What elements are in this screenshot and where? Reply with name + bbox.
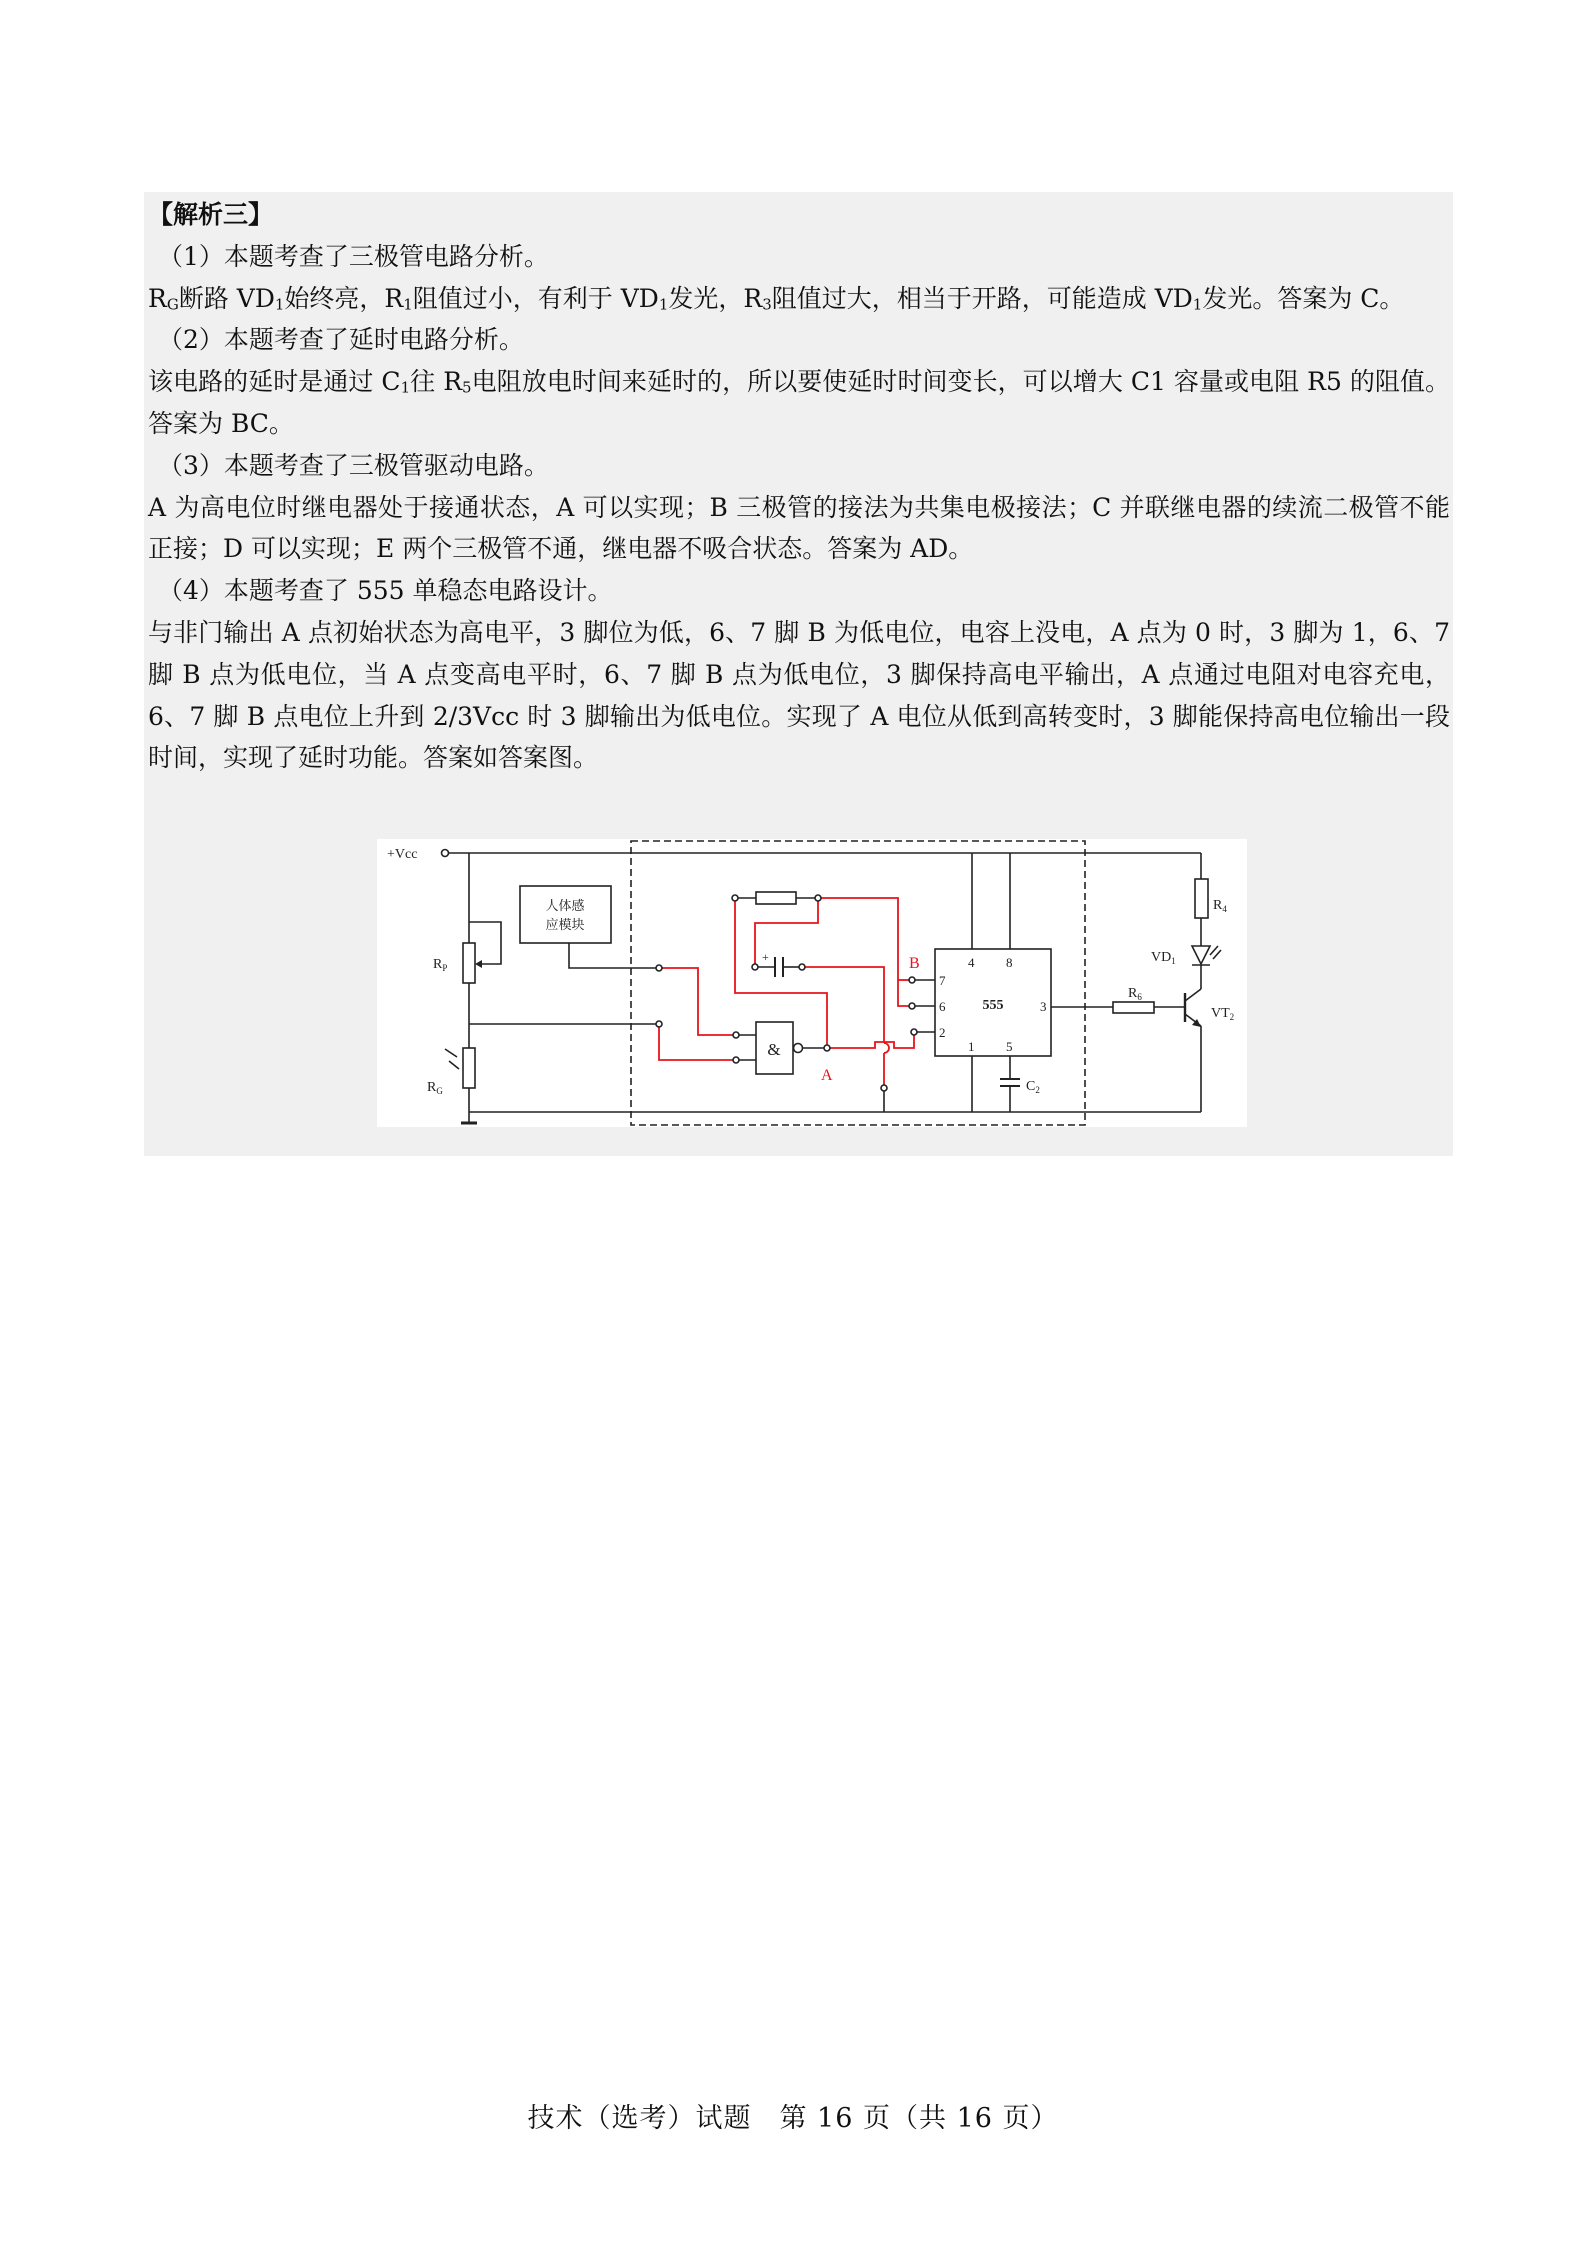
vd1-label: $VD_1$ bbox=[1151, 950, 1176, 966]
question-heading bbox=[148, 236, 1450, 278]
text-run: 断路 VD bbox=[178, 283, 275, 313]
subscript: 1 bbox=[403, 294, 413, 313]
r4-resistor bbox=[1195, 879, 1208, 918]
text-run: （3）本题考查了三极管驱动电路。 bbox=[158, 450, 549, 480]
text-run: 阻值过大，相当于开路，可能造成 VD bbox=[771, 283, 1193, 313]
text-run: R bbox=[148, 283, 167, 313]
svg-text:7: 7 bbox=[939, 973, 946, 988]
timing-resistor bbox=[756, 892, 796, 904]
nand-symbol: & bbox=[767, 1040, 781, 1059]
text-run: 往 R bbox=[410, 367, 463, 397]
question-heading bbox=[148, 319, 1450, 361]
text-run: 与非门输出 A 点初始状态为高电平，3 脚位为低，6、7 脚 B 为低电位，电容上没电，A 点为 0 时，3 脚为 1，6、7 脚 B 点为低电位，当 A 点变高电平时，6、7 脚 B 点为低电位，3 脚保持高电平输出，A 点通过电阻对电容充电，6、7 脚 B 点电位上升到 2/3Vcc 时 3 脚输出为低电位。实现了 A 电位从低到高转变时，3 脚能保持高电位输出一段时间，实现了延时功能。答案如答案图。 bbox=[148, 617, 1450, 773]
r6-label: $R_6$ bbox=[1128, 986, 1142, 1002]
page-footer: 技术（选考）试题 第 16 页（共 16 页） bbox=[527, 2103, 1059, 2134]
vt2-label: $VT_2$ bbox=[1211, 1006, 1235, 1022]
svg-text:2: 2 bbox=[939, 1025, 946, 1040]
answer-circuit-diagram bbox=[377, 839, 1247, 1127]
svg-text:6: 6 bbox=[939, 999, 946, 1014]
explanation-paragraph bbox=[148, 278, 1450, 320]
subscript: 1 bbox=[658, 294, 669, 313]
text-run: 发光。答案为 C。 bbox=[1202, 283, 1405, 313]
subscript: 5 bbox=[462, 378, 472, 397]
human-sensor-module bbox=[520, 886, 611, 943]
svg-text:8: 8 bbox=[1006, 955, 1013, 970]
r6-resistor bbox=[1113, 1002, 1154, 1013]
analysis-panel bbox=[144, 192, 1453, 1156]
section-title: 【解析三】 bbox=[148, 200, 274, 229]
rg-photoresistor bbox=[463, 1048, 475, 1088]
cap-plus: + bbox=[762, 950, 769, 964]
point-b-label: B bbox=[909, 955, 920, 972]
text-run: A 为高电位时继电器处于接通状态，A 可以实现；B 三极管的接法为共集电极接法；C 并联继电器的续流二极管不能正接；D 可以实现；E 两个三极管不通，继电器不吸合状态。答案为 AD。 bbox=[148, 492, 1450, 564]
svg-text:3: 3 bbox=[1040, 999, 1047, 1014]
svg-text:1: 1 bbox=[968, 1039, 975, 1054]
text-run: 该电路的延时是通过 C bbox=[148, 367, 401, 397]
chip-label: 555 bbox=[982, 998, 1004, 1013]
question-heading bbox=[148, 445, 1450, 487]
nand-bubble bbox=[794, 1044, 803, 1053]
module-label-1: 人体感 bbox=[545, 898, 585, 913]
text-run: 始终亮，R bbox=[284, 283, 404, 313]
subscript: 3 bbox=[762, 294, 772, 313]
question-heading bbox=[148, 570, 1450, 612]
vd1-led bbox=[1192, 946, 1210, 964]
analysis-text bbox=[148, 194, 1450, 779]
rp-label: $R_P$ bbox=[433, 957, 448, 973]
explanation-paragraph bbox=[148, 361, 1450, 445]
text-run: （4）本题考查了 555 单稳态电路设计。 bbox=[158, 576, 613, 606]
paragraphs bbox=[148, 236, 1450, 779]
subscript: G bbox=[166, 294, 179, 313]
svg-text:4: 4 bbox=[968, 955, 975, 970]
svg-text:5: 5 bbox=[1006, 1039, 1013, 1054]
r4-label: $R_4$ bbox=[1213, 898, 1227, 914]
subscript: 1 bbox=[400, 378, 411, 397]
module-label-2: 应模块 bbox=[545, 917, 585, 932]
text-run: （1）本题考查了三极管电路分析。 bbox=[158, 241, 549, 271]
explanation-paragraph bbox=[148, 487, 1450, 571]
text-run: （2）本题考查了延时电路分析。 bbox=[158, 325, 524, 355]
text-run: 阻值过小，有利于 VD bbox=[412, 283, 659, 313]
rg-label: $R_G$ bbox=[427, 1080, 443, 1096]
c2-label: $C_2$ bbox=[1026, 1079, 1040, 1095]
text-run: 发光，R bbox=[668, 283, 763, 313]
rp-resistor bbox=[463, 943, 475, 983]
explanation-paragraph bbox=[148, 612, 1450, 779]
subscript: 1 bbox=[274, 294, 285, 313]
subscript: 1 bbox=[1192, 294, 1203, 313]
vcc-terminal bbox=[442, 850, 449, 857]
text-run: 电阻放电时间来延时的，所以要使延时时间变长，可以增大 C1 容量或电阻 R5 的阻值。答案为 BC。 bbox=[148, 367, 1450, 438]
vcc-label: +Vcc bbox=[387, 847, 418, 862]
point-a-label: A bbox=[821, 1067, 833, 1084]
